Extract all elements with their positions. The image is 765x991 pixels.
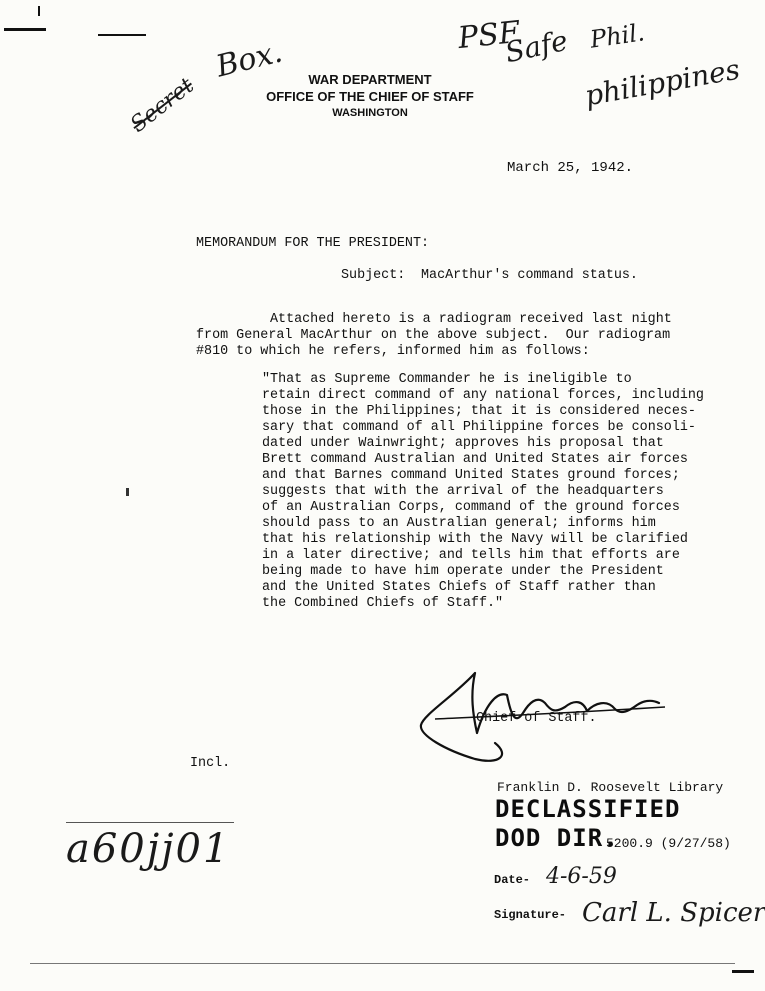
chief-of-staff-signature xyxy=(415,655,675,765)
letterhead-department: WAR DEPARTMENT xyxy=(308,72,432,87)
stamp-library: Franklin D. Roosevelt Library xyxy=(497,780,724,795)
stamp-directive-prefix: DOD DIR. xyxy=(495,824,619,852)
memo-date: March 25, 1942. xyxy=(507,160,634,176)
handwritten-box-note: Box. xyxy=(212,34,286,85)
memo-heading: MEMORANDUM FOR THE PRESIDENT: xyxy=(196,236,430,251)
quote-line: retain direct command of any national forces, including xyxy=(262,388,704,403)
file-number-rule xyxy=(66,822,234,823)
quote-line: of an Australian Corps, command of the ground forces xyxy=(262,500,680,515)
quote-line: Brett command Australian and United States air forces xyxy=(262,452,688,467)
quote-line: and the United States Chiefs of Staff rather than xyxy=(262,580,656,595)
signature-title: Chief of Staff. xyxy=(476,711,597,726)
quote-line: being made to have him operate under the President xyxy=(262,564,664,579)
scan-mark-bottom-right xyxy=(732,970,754,973)
quote-line: suggests that with the arrival of the headquarters xyxy=(262,484,664,499)
handwritten-safe-note: Safe xyxy=(502,23,571,70)
quote-line: that his relationship with the Navy will be clarified xyxy=(262,532,688,547)
handwritten-philippines-note: philippines xyxy=(582,52,743,113)
stamp-declassified: DECLASSIFIED xyxy=(495,795,681,823)
scan-mark-top-left-2 xyxy=(38,6,40,16)
scan-mark-top xyxy=(98,34,146,36)
handwritten-file-number: a60jj01 xyxy=(66,826,231,872)
memo-subject: MacArthur's command status. xyxy=(421,268,638,283)
quote-line: the Combined Chiefs of Staff." xyxy=(262,596,504,611)
stamp-date-label: Date- xyxy=(494,873,531,887)
letterhead-office: OFFICE OF THE CHIEF OF STAFF xyxy=(266,89,474,104)
quote-line: "That as Supreme Commander he is ineligible to xyxy=(262,372,632,387)
letterhead-city: WASHINGTON xyxy=(332,107,408,119)
stamp-directive-number: 5200.9 (9/27/58) xyxy=(606,836,731,851)
quote-line: should pass to an Australian general; informs him xyxy=(262,516,656,531)
scan-mark-top-left xyxy=(4,28,46,31)
handwritten-psf-note: PSF xyxy=(456,14,522,57)
memo-subject-label: Subject: xyxy=(341,268,406,283)
quote-line: those in the Philippines; that it is considered neces- xyxy=(262,404,696,419)
quote-line: dated under Wainwright; approves his proposal that xyxy=(262,436,664,451)
enclosure-note: Incl. xyxy=(190,756,231,771)
handwritten-secret-mark: Secret xyxy=(126,73,199,138)
margin-mark xyxy=(126,488,129,496)
intro-line: Attached hereto is a radiogram received last night xyxy=(270,312,672,327)
intro-line: #810 to which he refers, informed him as follows: xyxy=(196,344,590,359)
scan-bottom-line xyxy=(30,963,735,964)
intro-line: from General MacArthur on the above subject. Our radiogram xyxy=(196,328,671,343)
stamp-signature-label: Signature- xyxy=(494,908,567,922)
quote-line: sary that command of all Philippine forces be consoli- xyxy=(262,420,696,435)
stamp-date-value: 4-6-59 xyxy=(546,864,617,889)
quote-line: and that Barnes command United States ground forces; xyxy=(262,468,680,483)
handwritten-phil-note: Phil. xyxy=(588,18,647,54)
stamp-signature-value: Carl L. Spicer xyxy=(582,898,765,928)
quote-line: in a later directive; and tells him that efforts are xyxy=(262,548,680,563)
